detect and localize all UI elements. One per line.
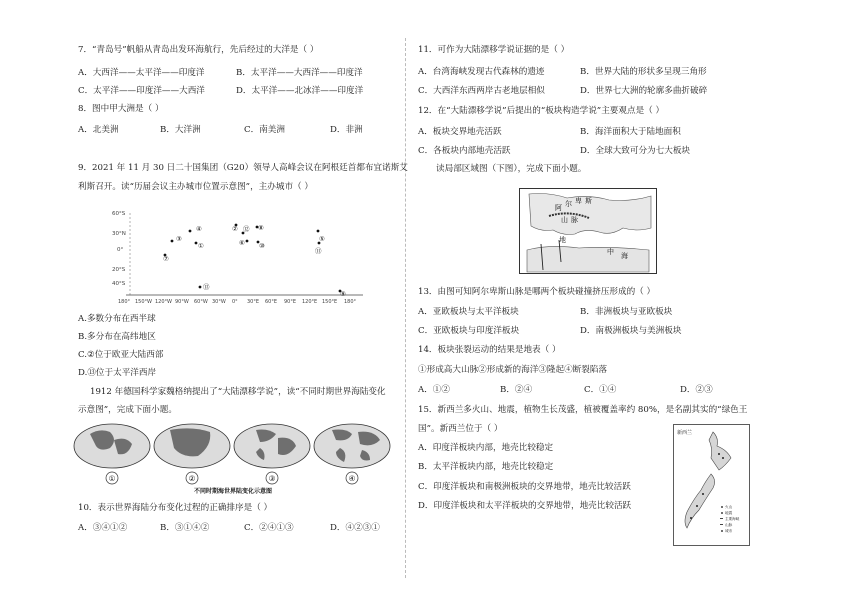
city-label: ⑪ — [315, 247, 322, 255]
map-label: 山 — [561, 216, 568, 224]
y-label: 40°S — [112, 281, 126, 287]
city-label: ⑬ — [203, 283, 210, 291]
option-c[interactable]: C．亚欧板块与印度洋板块 — [418, 326, 520, 336]
city-label: ② — [232, 225, 238, 233]
x-label: 150°E — [322, 299, 338, 305]
legend-item: 火山 — [725, 505, 733, 509]
option-c[interactable]: C．②④①③ — [244, 523, 294, 533]
alps-region-map — [519, 188, 657, 274]
x-label: 30°E — [247, 299, 260, 305]
map-label: 尔 — [565, 200, 572, 208]
legend-item: 主要海峡 — [725, 517, 740, 521]
question-stem: 10．表示世界海陆分布变化过程的正确排序是（ ） — [78, 503, 273, 513]
question-stem: 11．可作为大陆漂移学说证据的是（ ） — [418, 45, 570, 55]
option-b[interactable]: B．海洋面积大于陆地面积 — [580, 127, 681, 137]
y-label: 60°S — [112, 211, 126, 217]
option-d[interactable]: D．太平洋——北冰洋——印度洋 — [236, 86, 364, 96]
question-options-list: ①形成高大山脉②形成新的海洋③隆起④断裂陷落 — [418, 365, 608, 375]
city-label: ① — [198, 242, 204, 250]
x-label: 90°E — [284, 299, 297, 305]
option-a[interactable]: A.多数分布在西半球 — [78, 314, 156, 324]
globe-label: ③ — [268, 474, 276, 483]
option-a[interactable]: A．印度洋板块内部，地壳比较稳定 — [418, 443, 554, 453]
g20-city-map — [108, 203, 370, 305]
city-label: ⑦ — [163, 255, 169, 263]
option-d[interactable]: D．世界七大洲的轮廓多曲折破碎 — [580, 86, 708, 96]
globe-label: ① — [108, 474, 116, 483]
continental-drift-globes — [70, 418, 396, 496]
city-label: ⑥ — [239, 239, 245, 247]
city-label: ③ — [176, 235, 182, 243]
x-label: 120°W — [155, 299, 172, 305]
legend-item: 城市 — [725, 529, 733, 533]
city-label: ⑧ — [258, 224, 264, 232]
city-label: ⑫ — [243, 225, 250, 233]
intro-line-1: 1912 年德国科学家魏格纳提出了“大陆漂移学说”，读“不同时期世界海陆变化 — [90, 387, 386, 397]
option-c[interactable]: C.②位于欧亚大陆西部 — [78, 350, 164, 360]
option-c[interactable]: C．①④ — [584, 385, 617, 395]
globes-caption: 不同时期海世界陆变化示意图 — [193, 488, 273, 495]
option-d[interactable]: D．印度洋板块和太平洋板块的交界地带，地壳比较活跃 — [418, 501, 632, 511]
x-label: 180° — [118, 299, 131, 305]
x-label: 0° — [232, 299, 238, 305]
option-d[interactable]: D．②③ — [680, 385, 713, 395]
x-label: 90°W — [175, 299, 189, 305]
map-label: 阿 — [555, 204, 562, 212]
map-label: 中 — [607, 248, 614, 256]
option-d[interactable]: D．南极洲板块与美洲板块 — [580, 326, 682, 336]
option-a[interactable]: A．北美洲 — [78, 125, 119, 135]
map-label: 卑 — [575, 197, 582, 205]
option-a[interactable]: A．台湾海峡发现古代森林的遗迹 — [418, 67, 545, 77]
question-stem: 14．板块张裂运动的结果是地表（ ） — [418, 345, 561, 355]
column-divider — [405, 38, 406, 578]
city-label: ⑩ — [259, 242, 265, 250]
option-c[interactable]: C．大西洋东西两岸古老地层相似 — [418, 86, 545, 96]
option-b[interactable]: B．大洋洲 — [160, 125, 201, 135]
option-b[interactable]: B．②④ — [500, 385, 533, 395]
option-c[interactable]: C．各板块内部地壳活跃 — [418, 146, 511, 156]
option-d[interactable]: D．全球大致可分为七大板块 — [580, 146, 691, 156]
question-stem: 7．“青岛号”帆船从青岛出发环海航行，先后经过的大洋是（ ） — [78, 45, 319, 55]
option-b[interactable]: B.多分布在高纬地区 — [78, 332, 156, 342]
y-label: 30°N — [112, 231, 126, 237]
nz-map-title: 新西兰 — [677, 430, 693, 436]
question-stem: 12．在“大陆漂移学说”后提出的“板块构造学说”主要观点是（ ） — [418, 106, 665, 116]
city-label: ④ — [196, 225, 202, 233]
option-c[interactable]: C．太平洋——印度洋——大西洋 — [78, 86, 205, 96]
globe-label: ④ — [348, 474, 356, 483]
question-stem: 13．由图可知阿尔卑斯山脉是哪两个板块碰撞挤压形成的（ ） — [418, 287, 656, 297]
option-b[interactable]: B．世界大陆的形状多呈现三角形 — [580, 67, 707, 77]
option-b[interactable]: B．③①④② — [160, 523, 210, 533]
option-b[interactable]: B．太平洋板块内部，地壳比较稳定 — [418, 462, 554, 472]
question-stem-line-2: 利斯召开。读“历届会议主办城市位置示意图”，主办城市（ ） — [78, 182, 313, 192]
map-label: 地 — [559, 236, 566, 244]
map-label: 海 — [621, 252, 628, 260]
question-stem-line-2: 国”。新西兰位于（ ） — [418, 424, 503, 434]
option-b[interactable]: B．太平洋——大西洋——印度洋 — [236, 68, 363, 78]
y-label: 0° — [117, 247, 124, 253]
x-label: 180° — [344, 299, 357, 305]
intro-alps: 读局部区域图（下图），完成下面小题。 — [436, 164, 587, 174]
map-label: 脉 — [571, 216, 578, 224]
x-label: 120°E — [302, 299, 318, 305]
map-label: 斯 — [585, 197, 592, 205]
intro-line-2: 示意图”，完成下面小题。 — [78, 405, 177, 415]
option-a[interactable]: A．①② — [418, 385, 450, 395]
x-label: 60°E — [265, 299, 278, 305]
option-d[interactable]: D．④②③① — [330, 523, 380, 533]
option-d[interactable]: D．非洲 — [330, 125, 363, 135]
x-label: 30°W — [212, 299, 226, 305]
new-zealand-map — [673, 424, 750, 546]
option-a[interactable]: A．亚欧板块与太平洋板块 — [418, 307, 519, 317]
option-d[interactable]: D.⑬位于太平洋西岸 — [78, 368, 157, 378]
question-stem-line-1: 9．2021 年 11 月 30 日二十国集团（G20）领导人高峰会议在阿根廷首都布宜诺斯艾 — [78, 163, 408, 173]
option-a[interactable]: A．板块交界地壳活跃 — [418, 127, 502, 137]
globe-label: ② — [188, 474, 196, 483]
option-a[interactable]: A．大西洋——太平洋——印度洋 — [78, 68, 205, 78]
y-label: 20°S — [112, 267, 126, 273]
city-label: ⑨ — [340, 290, 346, 298]
question-stem-line-1: 15．新西兰多火山、地震，植物生长茂盛，植被覆盖率约 80%，是名副其实的“绿色王 — [418, 405, 748, 415]
question-stem: 8．图中甲大洲是（ ） — [78, 104, 164, 114]
x-label: 60°W — [194, 299, 208, 305]
option-c[interactable]: C．印度洋板块和南极洲板块的交界地带，地壳比较活跃 — [418, 482, 631, 492]
option-b[interactable]: B．非洲板块与亚欧板块 — [580, 307, 673, 317]
option-a[interactable]: A．③④①② — [78, 523, 128, 533]
legend-item: 山脉 — [725, 523, 733, 527]
x-label: 150°W — [135, 299, 152, 305]
option-c[interactable]: C．南美洲 — [244, 125, 285, 135]
legend-item: 地震 — [725, 511, 733, 515]
city-label: ⑤ — [319, 235, 325, 243]
